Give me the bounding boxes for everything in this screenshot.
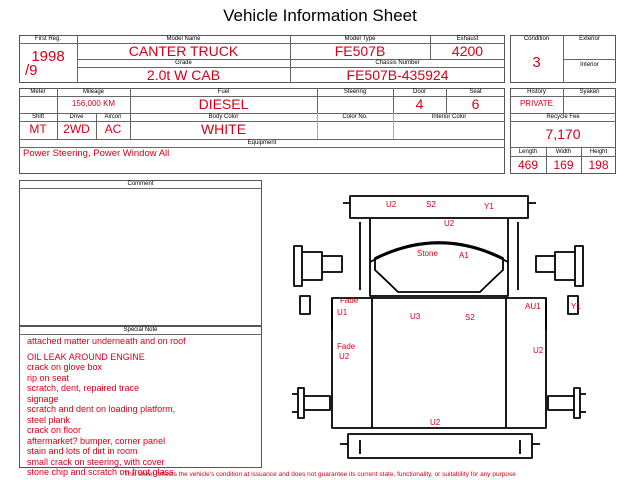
condition-label: Condition xyxy=(523,36,550,42)
width-label: Width xyxy=(555,149,572,155)
mark-hood-u2: U2 xyxy=(444,219,455,228)
grade-label: Grade xyxy=(175,60,192,66)
special-note-line: stone chip and scratch on front glass xyxy=(27,467,174,477)
disclaimer-footer: This sheet reflects the vehicle's condition at issuance and does not guarantee its current state, functionality, or suitability for any purpose xyxy=(124,471,516,478)
mark-stone: Stone xyxy=(417,249,438,258)
recycle-fee-label: Recycle Fee xyxy=(546,114,580,120)
meter-label: Meter xyxy=(30,89,46,95)
length-label: Length xyxy=(518,149,538,155)
mark-right-au1: AU1 xyxy=(525,302,541,311)
chassis-number-value: FE507B-435924 xyxy=(346,67,449,83)
first-reg-month: /9 xyxy=(25,62,38,79)
body-color-label: Body Color xyxy=(208,114,239,120)
mark-front-s2: S2 xyxy=(426,200,436,209)
comment-box xyxy=(19,180,262,326)
seat-value: 6 xyxy=(471,96,480,112)
mark-windshield-a1: A1 xyxy=(459,251,469,260)
model-name-label: Model Name xyxy=(166,36,201,42)
special-note-line: scratch and dent on loading platform, xyxy=(27,404,176,414)
shift-label: Shift xyxy=(31,114,44,120)
mark-bed-s2: S2 xyxy=(465,313,475,322)
first-reg-label: First Reg. xyxy=(34,36,61,42)
mark-front-y1: Y1 xyxy=(484,202,494,211)
comment-label: Comment xyxy=(127,181,154,187)
mark-fade-left-top: Fade xyxy=(340,296,359,305)
mark-right-u2: U2 xyxy=(533,346,544,355)
grade-value: 2.0t W CAB xyxy=(146,67,221,83)
mark-front-u2: U2 xyxy=(386,200,397,209)
model-name-value: CANTER TRUCK xyxy=(128,43,239,59)
mileage-label: Mileage xyxy=(82,89,104,95)
steering-label: Steering xyxy=(343,89,367,95)
special-note-line: rip on seat xyxy=(27,372,70,383)
equipment-value: Power Steering, Power Window All xyxy=(23,148,170,159)
history-label: History xyxy=(527,89,546,95)
width-value: 169 xyxy=(553,158,574,172)
history-value: PRIVATE xyxy=(519,99,554,108)
height-label: Height xyxy=(589,149,608,155)
special-note-line: crack on glove box xyxy=(27,362,103,372)
model-type-value: FE507B xyxy=(334,43,386,59)
mark-fade-left-bottom: Fade xyxy=(337,342,356,351)
fuel-label: Fuel xyxy=(217,89,230,95)
interior-label: Interior xyxy=(580,62,599,68)
exterior-label: Exterior xyxy=(579,36,600,42)
mark-rear-u2: U2 xyxy=(430,418,441,427)
interior-color-label: Interior Color xyxy=(431,114,467,120)
color-no-label: Color No. xyxy=(342,114,368,120)
height-value: 198 xyxy=(588,158,609,172)
equipment-label: Equipment xyxy=(247,140,277,146)
recycle-fee-value: 7,170 xyxy=(545,126,581,142)
mark-bed-u3: U3 xyxy=(410,312,421,321)
special-note-line: OIL LEAK AROUND ENGINE xyxy=(27,351,145,362)
door-label: Door xyxy=(412,89,426,95)
special-note-line: small crack on steering, with cover xyxy=(27,456,165,467)
mark-right-y1: Y1 xyxy=(571,302,581,311)
body-color-value: WHITE xyxy=(200,121,247,137)
shift-value: MT xyxy=(29,122,47,136)
mileage-value: 156,000 KM xyxy=(71,99,116,108)
door-value: 4 xyxy=(415,96,424,112)
special-note-line: signage xyxy=(27,393,59,404)
drive-label: Drive xyxy=(69,114,84,120)
special-note-line: attached matter underneath and on roof xyxy=(27,336,186,346)
condition-value: 3 xyxy=(532,54,541,71)
aircon-value: AC xyxy=(104,122,122,136)
mark-left-u2: U2 xyxy=(339,352,350,361)
special-note-line: steel plank xyxy=(27,414,71,425)
syaken-label: Syaken xyxy=(579,89,600,95)
sheet-title: Vehicle Information Sheet xyxy=(223,6,417,25)
length-value: 469 xyxy=(517,158,539,172)
seat-label: Seat xyxy=(469,89,482,95)
mark-left-u1: U1 xyxy=(337,308,348,317)
special-note-line: crack on floor xyxy=(27,425,82,435)
model-type-label: Model Type xyxy=(344,36,376,42)
exhaust-value: 4200 xyxy=(451,43,484,59)
exhaust-label: Exhaust xyxy=(456,36,479,42)
first-reg-year: 1998 xyxy=(31,48,65,65)
special-note-list xyxy=(27,336,259,478)
fuel-value: DIESEL xyxy=(198,96,249,112)
special-note-label: Special Note xyxy=(123,327,158,333)
special-note-line: scratch, dent, repaired trace xyxy=(27,383,140,393)
drive-value: 2WD xyxy=(63,122,90,136)
special-note-line: aftermarket? bumper, corner panel xyxy=(27,435,166,446)
special-note-line: stain and lots of dirt in room xyxy=(27,446,138,456)
aircon-label: Aircon xyxy=(104,114,122,120)
chassis-number-label: Chassis Number xyxy=(375,60,420,66)
